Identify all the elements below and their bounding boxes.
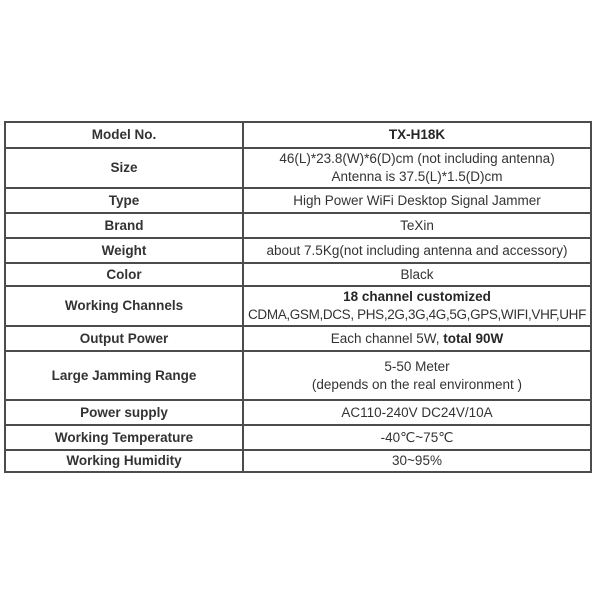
- spec-value: Black: [243, 263, 591, 286]
- spec-value: about 7.5Kg(not including antenna and accessory): [243, 238, 591, 263]
- table-row: [5, 326, 591, 351]
- table-row: [5, 148, 591, 188]
- table-row: [5, 351, 591, 400]
- spec-value: 30~95%: [243, 450, 591, 472]
- table-row: [5, 425, 591, 450]
- table-row: [5, 122, 591, 148]
- table-row: [5, 188, 591, 213]
- spec-label: Size: [5, 148, 243, 188]
- model-number: TX-H18K: [388, 127, 446, 142]
- table-row: [5, 238, 591, 263]
- table-row: [5, 286, 591, 326]
- spec-value: AC110-240V DC24V/10A: [243, 400, 591, 425]
- size-line-1: 46(L)*23.8(W)*6(D)cm (not including antenna): [279, 151, 555, 166]
- output-power-text: Each channel 5W,: [330, 330, 444, 346]
- spec-label: Weight: [5, 238, 243, 263]
- spec-value: [243, 148, 591, 188]
- range-line-2: (depends on the real environment ): [311, 376, 523, 392]
- table-row: [5, 450, 591, 472]
- spec-label: Working Humidity: [5, 450, 243, 472]
- table-row: [5, 213, 591, 238]
- spec-value: [243, 326, 591, 351]
- size-line-2: Antenna is 37.5(L)*1.5(D)cm: [331, 169, 503, 184]
- spec-label: Working Temperature: [5, 425, 243, 450]
- spec-value: [243, 122, 591, 148]
- spec-value: -40℃~75℃: [243, 425, 591, 450]
- spec-label: Large Jamming Range: [5, 351, 243, 400]
- spec-table: [4, 121, 592, 473]
- spec-label: Model No.: [5, 122, 243, 148]
- spec-value: [243, 351, 591, 400]
- output-power-total: total 90W: [443, 330, 504, 346]
- spec-label: Brand: [5, 213, 243, 238]
- table-row: [5, 400, 591, 425]
- spec-label: Working Channels: [5, 286, 243, 326]
- table-row: [5, 263, 591, 286]
- spec-value: [243, 286, 591, 326]
- spec-label: Power supply: [5, 400, 243, 425]
- range-line-1: 5-50 Meter: [384, 358, 450, 374]
- spec-value: TeXin: [243, 213, 591, 238]
- spec-value: High Power WiFi Desktop Signal Jammer: [243, 188, 591, 213]
- channels-line-2: CDMA,GSM,DCS, PHS,2G,3G,4G,5G,GPS,WIFI,VHF,UHF: [248, 307, 586, 322]
- spec-label: Color: [5, 263, 243, 286]
- channels-line-1: 18 channel customized: [343, 289, 491, 304]
- spec-label: Output Power: [5, 326, 243, 351]
- spec-label: Type: [5, 188, 243, 213]
